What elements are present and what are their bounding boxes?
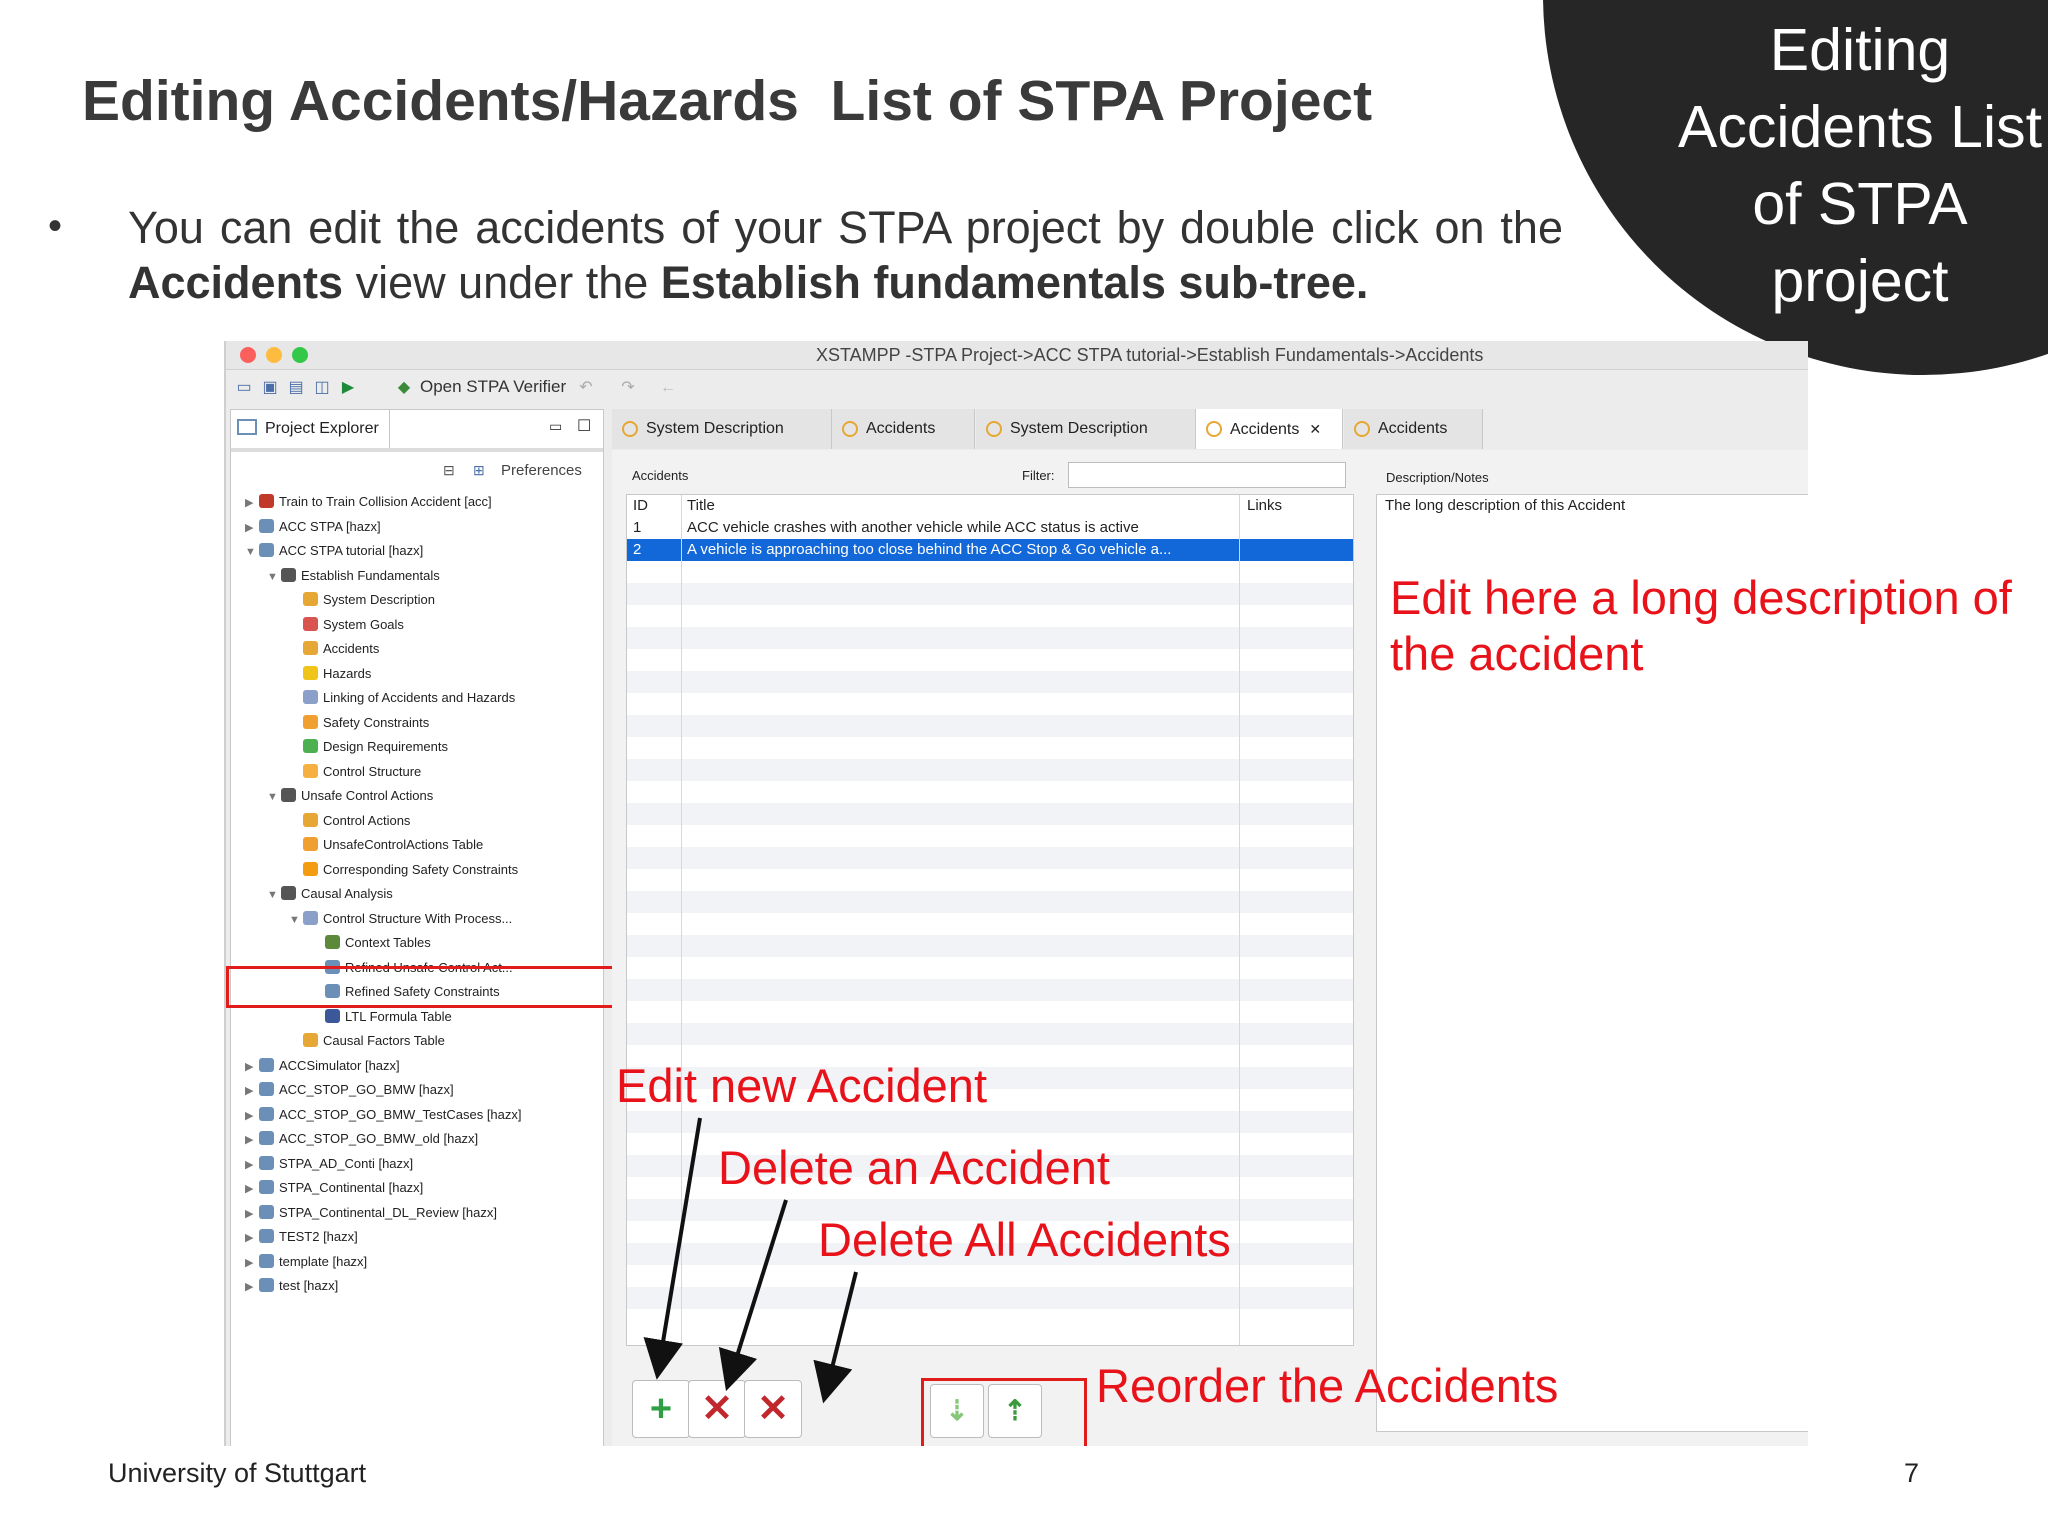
collapsed-arrow-icon[interactable]: ▶: [245, 497, 254, 509]
window-title: XSTAMPP -STPA Project->ACC STPA tutorial->Establish Fundamentals->Accidents: [816, 345, 1484, 365]
open-stpa-verifier-button[interactable]: Open STPA Verifier: [420, 377, 567, 396]
arrow-to-delete-all: [828, 1272, 856, 1384]
collapsed-arrow-icon[interactable]: ▶: [245, 1158, 254, 1171]
tree-item-label: Causal Analysis: [301, 886, 393, 901]
tab-label: Accidents: [1378, 420, 1448, 437]
collapsed-arrow-icon[interactable]: ▶: [245, 1207, 254, 1220]
annotation-new: Edit new Accident: [616, 1059, 987, 1112]
undo-icon[interactable]: ↶: [579, 379, 593, 396]
section-label: Accidents: [632, 468, 689, 483]
move-up-button[interactable]: ⇡: [988, 1384, 1042, 1438]
save-icon[interactable]: ▣: [262, 379, 278, 396]
verifier-icon[interactable]: ◆: [397, 379, 411, 396]
column-header-links[interactable]: Links: [1247, 497, 1283, 514]
cell-title: ACC vehicle crashes with another vehicle while ACC status is active: [687, 519, 1139, 536]
page-number: 7: [1904, 1458, 1920, 1488]
tree-item-label: Control Structure With Process...: [323, 910, 513, 926]
tree-item-label: test [hazx]: [279, 1278, 339, 1293]
expanded-arrow-icon[interactable]: ▼: [267, 570, 278, 583]
bullet-bold: Accidents: [128, 257, 344, 308]
tree-item-label: Design Requirements: [323, 739, 449, 754]
delete-all-accidents-button[interactable]: ✕: [744, 1380, 802, 1438]
filter-label: Filter:: [1022, 468, 1055, 483]
tree-item-label: STPA_Continental_DL_Review [hazx]: [279, 1204, 497, 1220]
bullet-bold: Establish fundamentals sub-tree.: [660, 257, 1369, 308]
bullet-part: view under the: [343, 257, 661, 308]
expanded-arrow-icon[interactable]: ▼: [267, 791, 278, 803]
annotation-delete: Delete an Accident: [718, 1141, 1110, 1194]
collapsed-arrow-icon[interactable]: ▶: [245, 1134, 254, 1146]
footer-university: University of Stuttgart: [108, 1458, 367, 1488]
back-icon[interactable]: ←: [660, 379, 676, 396]
add-accident-button[interactable]: +: [632, 1380, 690, 1438]
maximize-icon[interactable]: ☐: [577, 418, 592, 435]
collapsed-arrow-icon[interactable]: ▶: [245, 1256, 254, 1269]
redo-icon[interactable]: ↷: [621, 379, 635, 396]
tree-item-label: ACCSimulator [hazx]: [279, 1057, 400, 1073]
cell-title: A vehicle is approaching too close behind the ACC Stop & Go vehicle a...: [687, 541, 1172, 558]
tree-item-label: System Goals: [323, 616, 404, 632]
collapsed-arrow-icon[interactable]: ▶: [245, 1232, 254, 1244]
tree-item-label: ACC_STOP_GO_BMW [hazx]: [279, 1082, 454, 1097]
collapsed-arrow-icon[interactable]: ▶: [245, 1109, 254, 1122]
delete-accident-button[interactable]: ✕: [688, 1380, 746, 1438]
tree-item-label: ACC_STOP_GO_BMW_TestCases [hazx]: [279, 1106, 522, 1122]
cell-id: 1: [633, 519, 642, 536]
annotation-reorder: Reorder the Accidents: [1096, 1359, 1559, 1412]
tree-item-label: LTL Formula Table: [345, 1008, 452, 1024]
close-tab-icon[interactable]: ✕: [1309, 421, 1322, 437]
corner-line: Editing: [1769, 17, 1951, 83]
tree-item-label: Unsafe Control Actions: [301, 788, 434, 803]
tree-item-label: ACC STPA tutorial [hazx]: [279, 543, 424, 558]
tree-item-label: Accidents: [323, 641, 380, 656]
export-icon[interactable]: ◫: [314, 379, 330, 396]
tab-label: System Description: [1010, 420, 1148, 437]
corner-line: Accidents List: [1678, 94, 2042, 160]
collapsed-arrow-icon[interactable]: ▶: [245, 1085, 254, 1097]
tree-item-label: Control Actions: [323, 812, 411, 828]
bullet-dot: •: [48, 204, 63, 248]
annotation-delete-all: Delete All Accidents: [818, 1213, 1231, 1266]
arrow-to-add: [660, 1118, 700, 1360]
slide-title: Editing Accidents/Hazards List of STPA Project: [82, 69, 1373, 133]
description-text: The long description of this Accident: [1385, 497, 1626, 514]
tree-item-label: Train to Train Collision Accident [acc]: [279, 494, 492, 509]
tree-item-label: STPA_AD_Conti [hazx]: [279, 1155, 414, 1171]
tree-item-label: Establish Fundamentals: [301, 567, 440, 583]
new-file-icon[interactable]: ▭: [236, 379, 252, 396]
move-down-button[interactable]: ⇣: [930, 1384, 984, 1438]
minimize-icon[interactable]: ▭: [549, 418, 563, 434]
tree-item-label: TEST2 [hazx]: [279, 1229, 358, 1244]
tree-item-label: Causal Factors Table: [323, 1033, 445, 1048]
corner-line: project: [1771, 248, 1949, 314]
preferences-link[interactable]: Preferences: [501, 462, 582, 479]
tab-label: System Description: [646, 420, 784, 437]
annotation-line: the accident: [1390, 627, 1644, 680]
tab-label: Project Explorer: [265, 420, 379, 437]
save-all-icon[interactable]: ▤: [288, 379, 304, 396]
expanded-arrow-icon[interactable]: ▼: [267, 889, 278, 901]
tree-item-label: ACC STPA [hazx]: [279, 518, 381, 534]
bullet-part: You can edit the accidents of your STPA project by double click on the: [128, 202, 1563, 253]
tree-item-label: Linking of Accidents and Hazards: [323, 690, 516, 705]
tree-item-label: Corresponding Safety Constraints: [323, 861, 519, 877]
column-header-id[interactable]: ID: [633, 497, 648, 514]
expanded-arrow-icon[interactable]: ▼: [245, 546, 256, 558]
collapsed-arrow-icon[interactable]: ▶: [245, 1281, 254, 1293]
tab-label: Accidents: [866, 420, 936, 437]
tree-item-label: Context Tables: [345, 935, 431, 950]
tree-item-label: Hazards: [323, 665, 372, 681]
tree-item-label: Refined Safety Constraints: [345, 984, 500, 999]
annotation-line: Edit here a long description of: [1390, 571, 2012, 624]
tree-item-label: UnsafeControlActions Table: [323, 837, 484, 852]
tab-label: Accidents: [1230, 421, 1300, 438]
cell-id: 2: [633, 541, 642, 558]
collapsed-arrow-icon[interactable]: ▶: [245, 1183, 254, 1195]
expanded-arrow-icon[interactable]: ▼: [289, 913, 300, 926]
column-header-title[interactable]: Title: [687, 497, 715, 514]
tree-item-label: ACC_STOP_GO_BMW_old [hazx]: [279, 1131, 479, 1146]
collapsed-arrow-icon[interactable]: ▶: [245, 521, 254, 534]
collapse-all-icon[interactable]: ⊟: [443, 462, 455, 478]
run-icon[interactable]: ▶: [341, 379, 355, 396]
tree-item-label: template [hazx]: [279, 1253, 368, 1269]
corner-line: of STPA: [1752, 171, 1968, 237]
tree-item-label: Control Structure: [323, 763, 422, 779]
tree-item-label: STPA_Continental [hazx]: [279, 1180, 424, 1195]
description-label: Description/Notes: [1386, 470, 1489, 485]
tree-item-label: Safety Constraints: [323, 714, 430, 730]
tree-item-label: Refined Unsafe Control Act...: [345, 959, 513, 975]
arrow-to-delete: [732, 1200, 786, 1372]
tree-item-label: System Description: [323, 592, 435, 607]
collapsed-arrow-icon[interactable]: ▶: [245, 1060, 254, 1073]
expand-all-icon[interactable]: ⊞: [473, 462, 485, 478]
